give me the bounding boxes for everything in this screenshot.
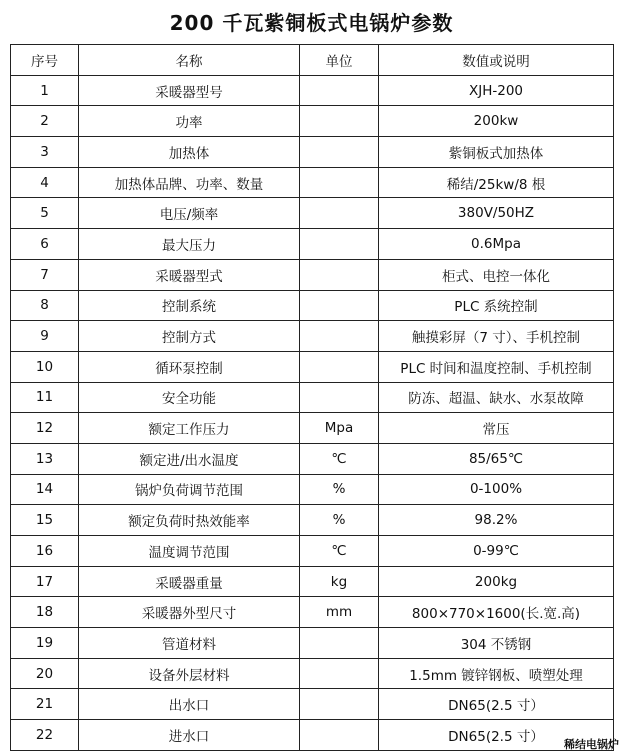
table-row [11,137,614,168]
cell-unit [300,720,379,751]
cell-unit [300,382,379,413]
cell-name: 出水口 [79,689,300,720]
cell-unit [300,198,379,229]
cell-no: 19 [11,628,79,659]
cell-value: 常压 [379,413,614,444]
cell-unit [300,689,379,720]
header-value: 数值或说明 [379,45,614,76]
table-row [11,351,614,382]
cell-unit [300,351,379,382]
cell-value: DN65(2.5 寸） [379,689,614,720]
table-row [11,628,614,659]
cell-no: 13 [11,443,79,474]
cell-value: 0.6Mpa [379,229,614,260]
header-no: 序号 [11,45,79,76]
cell-unit: ℃ [300,443,379,474]
table-row [11,536,614,567]
cell-value: PLC 时间和温度控制、手机控制 [379,351,614,382]
cell-unit: kg [300,566,379,597]
table-row [11,658,614,689]
cell-unit [300,106,379,137]
cell-no: 2 [11,106,79,137]
cell-no: 16 [11,536,79,567]
cell-value: 1.5mm 镀锌钢板、喷塑处理 [379,658,614,689]
cell-name: 额定进/出水温度 [79,443,300,474]
cell-value: PLC 系统控制 [379,290,614,321]
cell-unit: ℃ [300,536,379,567]
cell-no: 11 [11,382,79,413]
cell-unit: mm [300,597,379,628]
table-row [11,229,614,260]
cell-name: 进水口 [79,720,300,751]
table-row [11,290,614,321]
table-row [11,382,614,413]
cell-unit [300,259,379,290]
cell-value: 200kg [379,566,614,597]
cell-value: 85/65℃ [379,443,614,474]
cell-name: 循环泵控制 [79,351,300,382]
cell-no: 7 [11,259,79,290]
cell-name: 最大压力 [79,229,300,260]
table-row [11,474,614,505]
cell-value: 0-100% [379,474,614,505]
cell-name: 电压/频率 [79,198,300,229]
cell-no: 4 [11,167,79,198]
cell-unit [300,167,379,198]
cell-no: 17 [11,566,79,597]
cell-unit [300,75,379,106]
cell-value: 稀结/25kw/8 根 [379,167,614,198]
cell-unit: Mpa [300,413,379,444]
cell-value: 98.2% [379,505,614,536]
table-header-row [11,45,614,76]
cell-no: 14 [11,474,79,505]
cell-value: 触摸彩屏（7 寸）、手机控制 [379,321,614,352]
cell-no: 20 [11,658,79,689]
cell-no: 22 [11,720,79,751]
cell-unit [300,321,379,352]
cell-value: 紫铜板式加热体 [379,137,614,168]
cell-value: 防冻、超温、缺水、水泵故障 [379,382,614,413]
cell-name: 设备外层材料 [79,658,300,689]
cell-unit [300,137,379,168]
cell-name: 采暖器型式 [79,259,300,290]
cell-value: 304 不锈钢 [379,628,614,659]
cell-value: DN65(2.5 寸） [379,720,614,751]
cell-name: 加热体 [79,137,300,168]
table-row [11,720,614,751]
table-row [11,413,614,444]
table-row [11,167,614,198]
table-row [11,198,614,229]
cell-name: 锅炉负荷调节范围 [79,474,300,505]
cell-name: 控制方式 [79,321,300,352]
cell-value: 柜式、电控一体化 [379,259,614,290]
cell-no: 3 [11,137,79,168]
table-body [11,75,614,750]
header-unit: 单位 [300,45,379,76]
cell-no: 5 [11,198,79,229]
cell-name: 采暖器外型尺寸 [79,597,300,628]
header-name: 名称 [79,45,300,76]
cell-name: 额定工作压力 [79,413,300,444]
cell-name: 额定负荷时热效能率 [79,505,300,536]
table-row [11,566,614,597]
cell-name: 加热体品牌、功率、数量 [79,167,300,198]
spec-table [10,44,614,751]
cell-unit [300,628,379,659]
table-row [11,443,614,474]
cell-no: 10 [11,351,79,382]
cell-value: 800×770×1600(长.宽.高) [379,597,614,628]
cell-name: 安全功能 [79,382,300,413]
cell-unit: % [300,505,379,536]
cell-unit [300,658,379,689]
table-row [11,505,614,536]
cell-unit [300,290,379,321]
cell-no: 12 [11,413,79,444]
cell-name: 采暖器型号 [79,75,300,106]
cell-name: 温度调节范围 [79,536,300,567]
cell-no: 15 [11,505,79,536]
table-row [11,75,614,106]
cell-value: XJH-200 [379,75,614,106]
cell-unit: % [300,474,379,505]
cell-no: 6 [11,229,79,260]
cell-no: 8 [11,290,79,321]
cell-no: 18 [11,597,79,628]
table-row [11,689,614,720]
table-row [11,106,614,137]
cell-value: 0-99℃ [379,536,614,567]
cell-name: 控制系统 [79,290,300,321]
cell-no: 21 [11,689,79,720]
page-title: 200 千瓦紫铜板式电锅炉参数 [169,11,454,35]
cell-name: 管道材料 [79,628,300,659]
cell-unit [300,229,379,260]
cell-name: 功率 [79,106,300,137]
cell-value: 200kw [379,106,614,137]
watermark-text: 稀结电锅炉 [564,738,619,751]
cell-name: 采暖器重量 [79,566,300,597]
cell-value: 380V/50HZ [379,198,614,229]
table-row [11,321,614,352]
cell-no: 1 [11,75,79,106]
table-row [11,259,614,290]
table-row [11,597,614,628]
cell-no: 9 [11,321,79,352]
